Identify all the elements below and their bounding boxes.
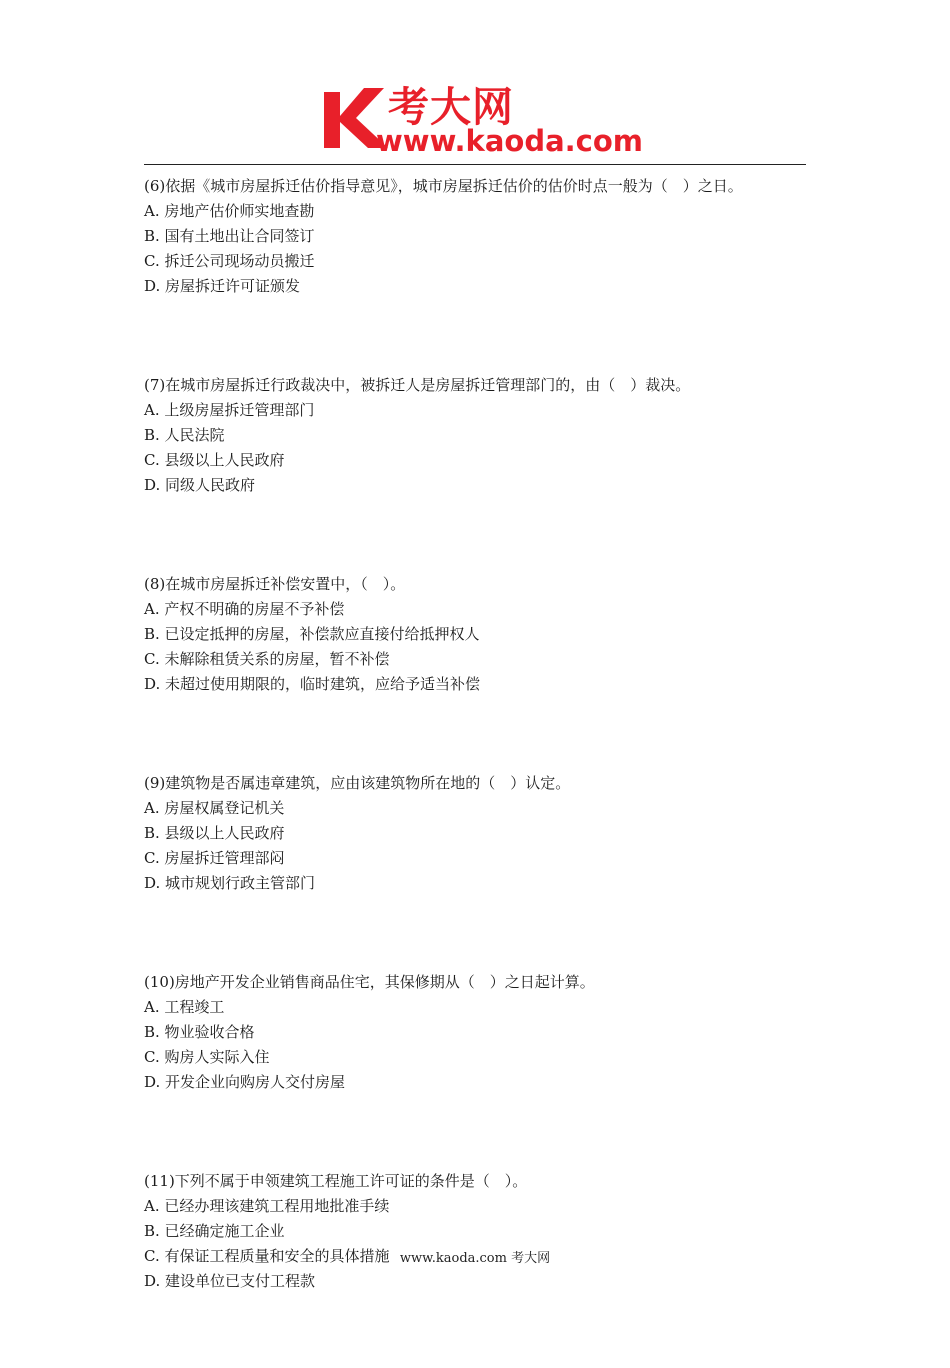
option-d: D. 同级人民政府 <box>144 476 256 494</box>
question-11 <box>144 1169 814 1294</box>
question-stem: (8)在城市房屋拆迁补偿安置中，（ ）。 <box>144 575 406 593</box>
header-divider <box>144 164 806 165</box>
question-stem: (10)房地产开发企业销售商品住宅，其保修期从（ ）之日起计算。 <box>144 973 595 991</box>
option-b: B. 县级以上人民政府 <box>144 824 285 842</box>
option-c: C. 房屋拆迁管理部闷 <box>144 849 285 867</box>
question-stem: (7)在城市房屋拆迁行政裁决中，被拆迁人是房屋拆迁管理部门的，由（ ）裁决。 <box>144 376 691 394</box>
option-b: B. 国有土地出让合同签订 <box>144 227 315 245</box>
question-9 <box>144 771 814 896</box>
question-stem: (11)下列不属于申领建筑工程施工许可证的条件是（ ）。 <box>144 1172 528 1190</box>
option-a: A. 产权不明确的房屋不予补偿 <box>144 600 345 618</box>
brand-domain: www.kaoda.com <box>376 124 643 158</box>
question-stem: (6)依据《城市房屋拆迁估价指导意见》，城市房屋拆迁估价的估价时点一般为（ ）之日。 <box>144 177 743 195</box>
kaoda-logo <box>318 78 648 160</box>
option-d: D. 建设单位已支付工程款 <box>144 1272 316 1290</box>
option-b: B. 已设定抵押的房屋，补偿款应直接付给抵押权人 <box>144 625 480 643</box>
question-list <box>144 174 814 1368</box>
question-8 <box>144 572 814 697</box>
option-d: D. 开发企业向购房人交付房屋 <box>144 1073 346 1091</box>
option-d: D. 未超过使用期限的，临时建筑，应给予适当补偿 <box>144 675 481 693</box>
option-a: A. 工程竣工 <box>144 998 225 1016</box>
option-d: D. 房屋拆迁许可证颁发 <box>144 277 301 295</box>
option-c: C. 县级以上人民政府 <box>144 451 285 469</box>
page-footer: www.kaoda.com 考大网 <box>399 1251 551 1266</box>
option-d: D. 城市规划行政主管部门 <box>144 874 316 892</box>
option-a: A. 房地产估价师实地查勘 <box>144 202 315 220</box>
option-c: C. 未解除租赁关系的房屋，暂不补偿 <box>144 650 390 668</box>
option-c: C. 拆迁公司现场动员搬迁 <box>144 252 315 270</box>
option-a: A. 上级房屋拆迁管理部门 <box>144 401 315 419</box>
question-6 <box>144 174 814 299</box>
option-b: B. 物业验收合格 <box>144 1023 255 1041</box>
question-7 <box>144 373 814 498</box>
option-c: C. 购房人实际入住 <box>144 1048 270 1066</box>
option-a: A. 房屋权属登记机关 <box>144 799 285 817</box>
option-a: A. 已经办理该建筑工程用地批准手续 <box>144 1197 390 1215</box>
option-b: B. 人民法院 <box>144 426 225 444</box>
brand-name: 考大网 <box>388 83 514 131</box>
question-stem: (9)建筑物是否属违章建筑，应由该建筑物所在地的（ ）认定。 <box>144 774 571 792</box>
question-10 <box>144 970 814 1095</box>
option-c: C. 有保证工程质量和安全的具体措施 <box>144 1247 390 1265</box>
option-b: B. 已经确定施工企业 <box>144 1222 285 1240</box>
